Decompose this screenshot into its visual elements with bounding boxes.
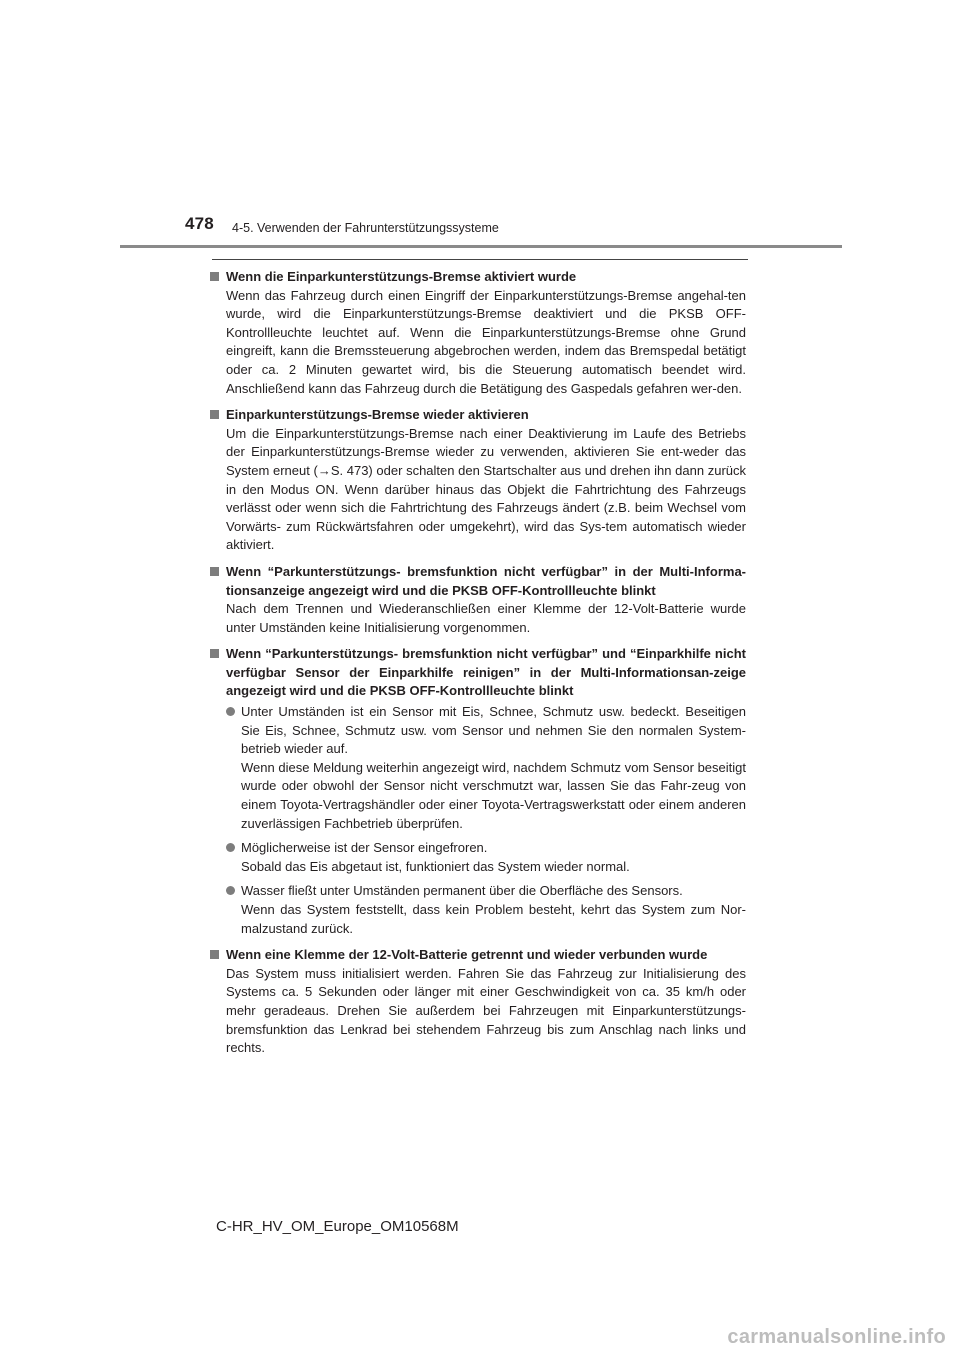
list-item — [226, 882, 746, 938]
square-bullet-icon — [210, 406, 226, 425]
square-bullet-icon — [210, 268, 226, 287]
circle-bullet-icon — [226, 703, 241, 833]
bullet-line: Wasser fließt unter Umständen permanent über die Oberfläche des Sensors. — [241, 883, 683, 899]
section-paragraph: Das System muss initialisiert werden. Fahren Sie das Fahrzeug zur Initialisierung des Systems ca. 5 Sekunden oder länger mit einer Geschwindigkeit von ca. 35 km/h oder mehr geradeaus. Drehen Sie außerdem bei Fahrzeugen mit Einparkunterstützungs-bremsfunktion das Lenkrad bei stehendem Fahrzeug bis zum Anschlag nach links und rechts. — [226, 965, 746, 1056]
section-battery-reconnected — [210, 946, 746, 1058]
bullet-line: Wenn diese Meldung weiterhin angezeigt wird, nachdem Schmutz vom Sensor beseitigt wurde oder obwohl der Sensor nicht verschmutzt war, lassen Sie das Fahr-zeug von einem Toyota-Vertragshändler oder einer Toyota-Vertragswerkstatt oder einem anderen zuverlässigen Fachbetrieb überprüfen. — [241, 759, 746, 831]
bullet-line: Unter Umständen ist ein Sensor mit Eis, Schnee, Schmutz usw. bedeckt. Beseitigen Sie Eis, Schnee, Schmutz usw. vom Sensor und nehmen Sie den normalen System-betrieb wieder auf. — [241, 704, 746, 757]
bullet-line: Sobald das Eis abgetaut ist, funktioniert das System wieder normal. — [241, 858, 630, 874]
section-heading: Wenn eine Klemme der 12-Volt-Batterie getrennt und wieder verbunden wurde — [226, 947, 708, 963]
page-number: 478 — [185, 214, 214, 233]
section-heading: Wenn “Parkunterstützungs- bremsfunktion nicht verfügbar” und “Einparkhilfe nicht verfügbar Sensor der Einparkhilfe reinigen” in der Multi-Informationsan-zeige angezeigt wird und die PKSB OFF-Kontrollleuchte blinkt — [226, 646, 746, 699]
circle-bullet-icon — [226, 839, 241, 876]
section-paragraph: Um die Einparkunterstützungs-Bremse nach einer Deaktivierung im Laufe des Betriebs der Einparkunterstützungs-Bremse wieder zu verwenden, aktivieren Sie ent-weder das System erneut (→S. 473) oder schalten den Startschalter aus und drehen ihn dann zurück in den Modus ON. Wenn darüber hinaus das Objekt die Fahrtrichtung des Fahrzeugs verlässt oder wenn sich die Fahrtrichtung des Fahrzeugs ändert (z.B. beim Wechsel vom Vorwärts- zum Rückwärtsfahren oder umgekehrt), wird das Sys-tem automatisch wieder aktiviert. — [226, 425, 746, 553]
section-reactivate-brake — [210, 406, 746, 555]
section-heading: Wenn die Einparkunterstützungs-Bremse aktiviert wurde — [226, 269, 577, 284]
square-bullet-icon — [210, 946, 226, 965]
chapter-title: 4-5. Verwenden der Fahrunterstützungssysteme — [232, 221, 499, 235]
document-id: C-HR_HV_OM_Europe_OM10568M — [216, 1218, 459, 1235]
watermark-text: carmanualsonline.info — [727, 1326, 946, 1348]
page-content — [210, 268, 746, 1066]
section-function-unavailable — [210, 563, 746, 637]
bullet-line: Möglicherweise ist der Sensor eingefroren. — [241, 840, 488, 856]
section-heading: Wenn “Parkunterstützungs- bremsfunktion nicht verfügbar” in der Multi-Informa-tionsanzeige angezeigt wird und die PKSB OFF-Kontrollleuchte blinkt — [226, 563, 746, 598]
circle-bullet-icon — [226, 882, 241, 938]
list-item — [226, 839, 746, 876]
square-bullet-icon — [210, 563, 226, 600]
section-paragraph: Wenn das Fahrzeug durch einen Eingriff der Einparkunterstützungs-Bremse angehal-ten wurde, wird die Einparkunterstützungs-Bremse deaktiviert und die PKSB OFF-Kontrollleuchte leuchtet auf. Wenn die Einparkunterstützungs-Bremse ohne Grund eingreift, kann die Bremssteuerung abgebrochen werden, indem das Bremspedal betätigt oder ca. 2 Minuten gewartet wird, bis die Steuerung automatisch beendet wird. Anschließend kann das Fahrzeug durch die Betätigung des Gaspedals gefahren wer-den. — [226, 287, 746, 396]
section-paragraph: Nach dem Trennen und Wiederanschließen einer Klemme der 12-Volt-Batterie wurde unter Umständen keine Initialisierung vorgenommen. — [226, 601, 746, 635]
section-heading: Einparkunterstützungs-Bremse wieder aktivieren — [226, 407, 529, 423]
section-brake-activated — [210, 268, 746, 398]
list-item — [226, 703, 746, 833]
section-sensor-cleaning — [210, 645, 746, 938]
bullet-line: Wenn das System feststellt, dass kein Problem besteht, kehrt das System zum Nor-malzustand zurück. — [241, 902, 746, 936]
bullet-list — [210, 703, 746, 938]
header-divider — [120, 245, 842, 248]
content-divider — [212, 259, 748, 260]
square-bullet-icon — [210, 645, 226, 701]
